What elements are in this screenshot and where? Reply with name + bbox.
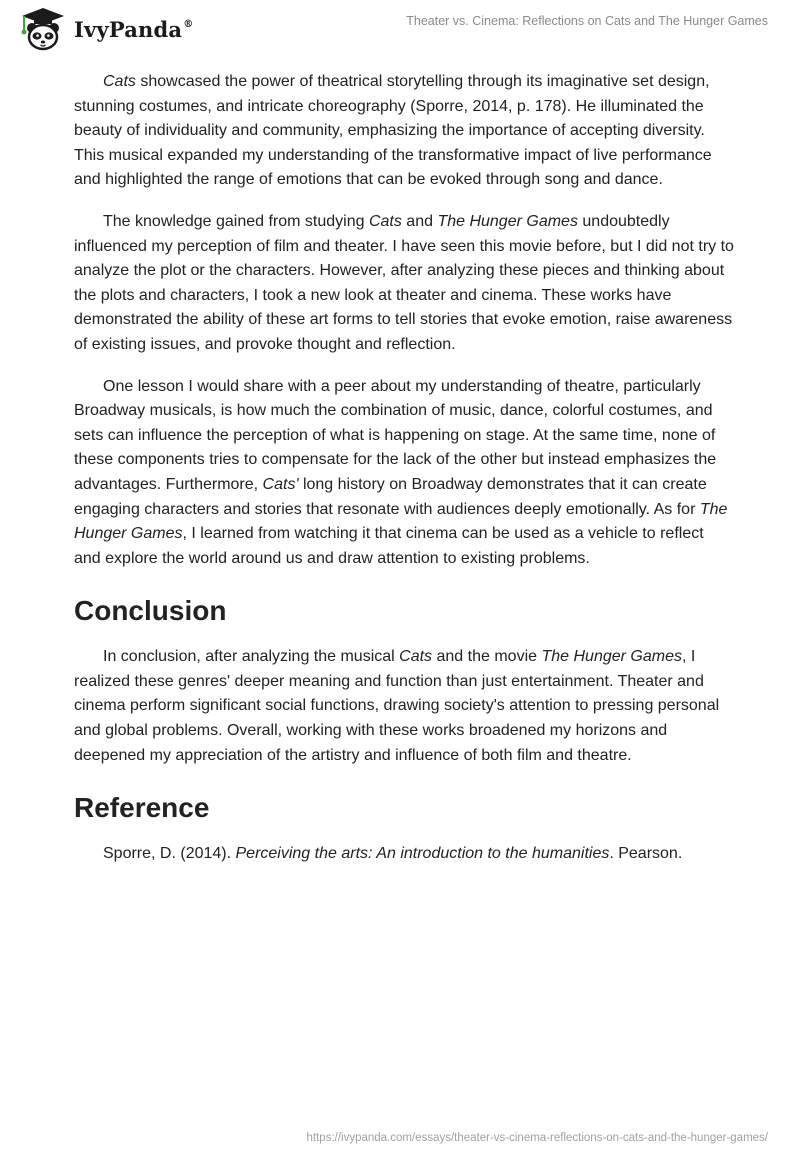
source-url[interactable]: https://ivypanda.com/essays/theater-vs-cinema-reflections-on-cats-and-the-hunger-games/ bbox=[306, 1132, 768, 1144]
page-header bbox=[0, 0, 800, 60]
italic-title: Cats bbox=[399, 648, 433, 666]
italic-title: The Hunger Games bbox=[437, 212, 578, 230]
italic-title: Cats bbox=[103, 73, 136, 90]
conclusion-heading: Conclusion bbox=[74, 595, 227, 627]
reference-entry: Sporre, D. (2014). Perceiving the arts: An introduction to the humanities. Pearson. bbox=[103, 845, 683, 863]
paragraph-knowledge-gained: The knowledge gained from studying Cats and The Hunger Games undoubtedly influenced my perception of film and theater. I have seen this movie before, but I did not try to analyze the plot or the characters. However, after analyzing these pieces and thinking about the plots and characters, I took a new look at theater and cinema. These works have demonstrated the ability of these art forms to tell stories that evoke emotion, raise awareness of existing issues, and provoke thought and reflection. bbox=[74, 212, 734, 353]
panda-graduate-icon bbox=[14, 6, 72, 52]
italic-title: Perceiving the arts: An introduction to the humanities bbox=[235, 845, 610, 863]
registered-mark: ® bbox=[183, 18, 194, 30]
italic-title: The Hunger Games bbox=[74, 500, 728, 543]
italic-title: Cats' bbox=[262, 475, 299, 493]
paragraph-lesson-for-peer: One lesson I would share with a peer about my understanding of theatre, particularly Broadway musicals, is how much the combination of music, dance, colorful costumes, and sets can influence the perception of what is happening on stage. At the same time, none of these components tries to compensate for the lack of the other but instead emphasizes the advantages. Furthermore, Cats' long history on Broadway demonstrates that it can create engaging characters and stories that resonate with audiences deeply emotionally. As for The Hunger Games, I learned from watching it that cinema can be used as a vehicle to reflect and explore the world around us and draw attention to existing problems. bbox=[74, 377, 728, 567]
reference-heading: Reference bbox=[74, 792, 210, 824]
italic-title: Cats bbox=[368, 212, 402, 230]
paragraph-conclusion: In conclusion, after analyzing the musical Cats and the movie The Hunger Games, I realized these genres' deeper meaning and function than just entertainment. Theater and cinema perform significant social functions, drawing society's attention to pressing personal and global problems. Overall, working with these works broadened my horizons and deepened my appreciation of the artistry and influence of both film and theatre. bbox=[74, 648, 720, 764]
brand-name: IvyPanda® bbox=[74, 16, 194, 42]
essay-content bbox=[74, 70, 734, 884]
ivypanda-logo[interactable] bbox=[14, 6, 193, 52]
document-title: Theater vs. Cinema: Reflections on Cats and The Hunger Games bbox=[406, 14, 768, 28]
italic-title: The Hunger Games bbox=[541, 648, 682, 666]
paragraph-cats-storytelling: Cats showcased the power of theatrical storytelling through its imaginative set design, stunning costumes, and intricate choreography (Sporre, 2014, p. 178). He illuminated the beauty of individuality and community, emphasizing the importance of accepting diversity. This musical expanded my understanding of the transformative impact of live performance and highlighted the range of emotions that can be evoked through song and dance. bbox=[74, 73, 712, 189]
